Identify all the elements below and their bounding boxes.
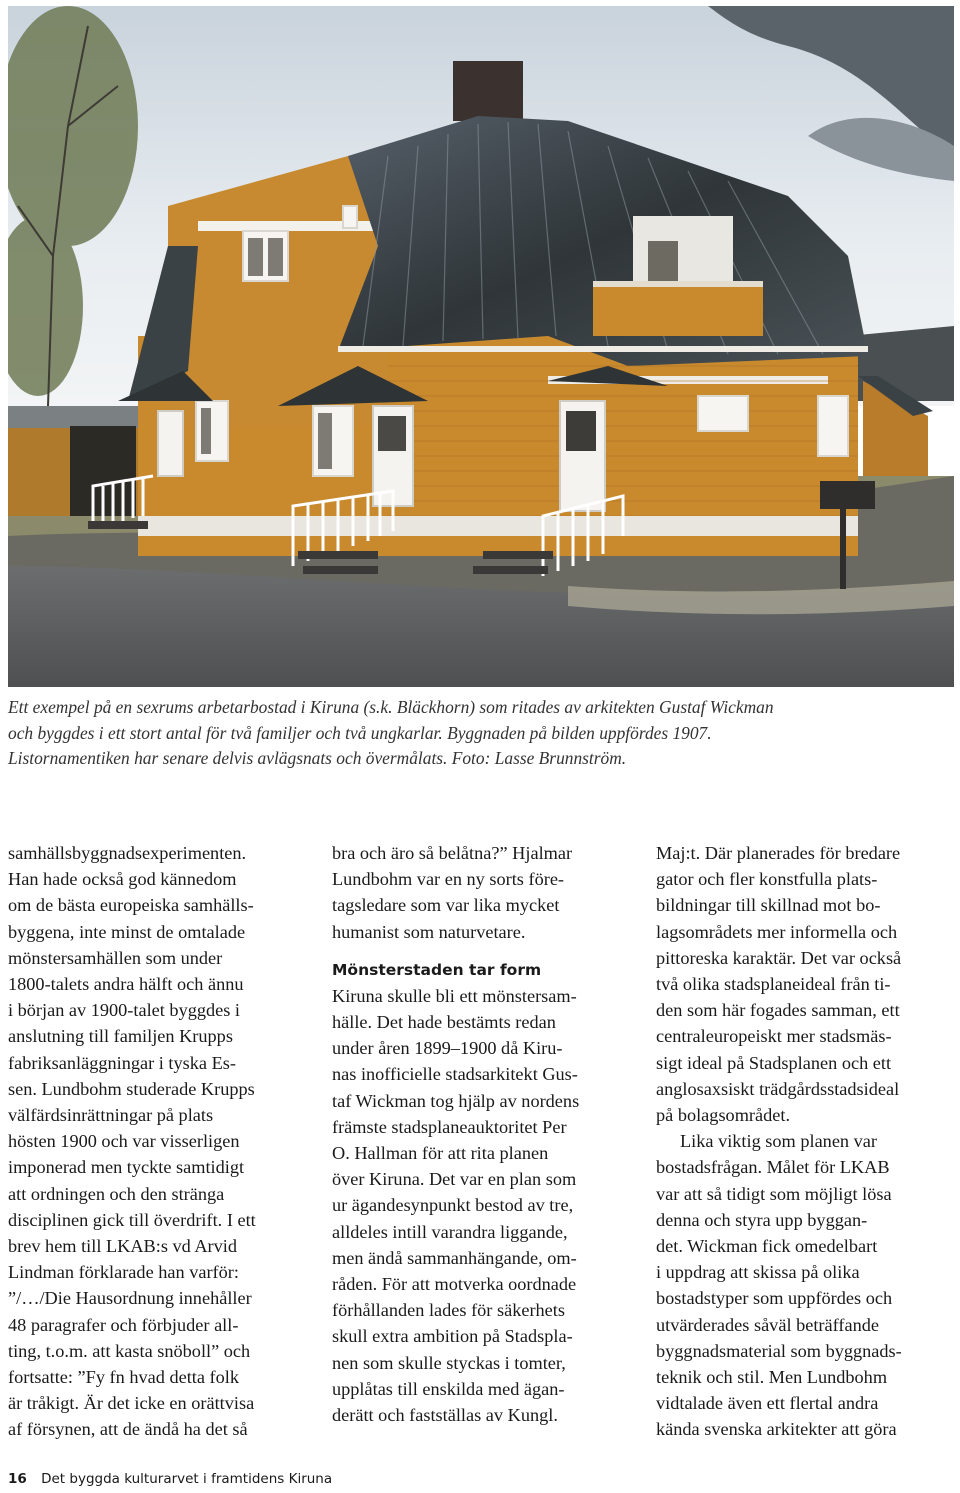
text-line: men ändå sammanhängande, om- xyxy=(332,1247,577,1268)
caption-line: Listornamentiken har senare delvis avlägsnats och övermålats. Foto: Lasse Brunnström. xyxy=(8,748,627,768)
body-column-2 xyxy=(332,840,632,1428)
text-line: hälle. Det hade bestämts redan xyxy=(332,1012,556,1033)
text-line: O. Hallman för att rita planen xyxy=(332,1143,549,1164)
text-line: Lundbohm var en ny sorts före- xyxy=(332,869,565,890)
caption-line: och byggdes i ett stort antal för två familjer och två ungkarlar. Byggnaden på bilden uppfördes 1907. xyxy=(8,722,712,743)
text-line: i uppdrag att skissa på olika xyxy=(656,1262,860,1283)
text-line: derätt och fastställas av Kungl. xyxy=(332,1405,558,1426)
text-line: 1800-talets andra hälft och ännu xyxy=(8,974,244,995)
text-line: alldeles intill varandra liggande, xyxy=(332,1221,568,1242)
text-line: tagsledare som var lika mycket xyxy=(332,895,560,916)
text-line: fabriksanläggningar i tyska Es- xyxy=(8,1052,236,1073)
text-line: anslutning till familjen Krupps xyxy=(8,1026,233,1047)
page-footer xyxy=(8,1471,332,1487)
page-number: 16 xyxy=(8,1471,27,1487)
text-line: sen. Lundbohm studerade Krupps xyxy=(8,1078,255,1099)
text-line: två olika stadsplaneideal från ti- xyxy=(656,974,891,995)
text-line: skull extra ambition på Stadspla- xyxy=(332,1326,573,1347)
text-line: gator och fler konstfulla plats- xyxy=(656,869,878,890)
text-line: upplåtas till enskilda med ägan- xyxy=(332,1378,565,1399)
text-line: råden. För att motverka oordnade xyxy=(332,1274,577,1295)
text-line: centraleuropeiskt mer stadsmäs- xyxy=(656,1026,892,1047)
text-line: Maj:t. Där planerades för bredare xyxy=(656,843,901,863)
text-line: taf Wickman tog hjälp av nordens xyxy=(332,1090,580,1111)
text-line: 48 paragrafer och förbjuder all- xyxy=(8,1314,239,1335)
text-line: om de bästa europeiska samhälls- xyxy=(8,895,254,916)
publication-title: Det byggda kulturarvet i framtidens Kiruna xyxy=(41,1471,333,1487)
text-line: af försynen, att de ändå ha det så xyxy=(8,1419,248,1440)
text-line: teknik och stil. Men Lundbohm xyxy=(656,1367,888,1388)
text-line: mönstersamhällen som under xyxy=(8,947,223,968)
photo-caption xyxy=(8,695,908,772)
text-line: främste stadsplaneauktoritet Per xyxy=(332,1116,567,1137)
text-line: Lindman förklarade han varför: xyxy=(8,1262,239,1283)
text-line: förhållanden lades för säkerhets xyxy=(332,1300,565,1321)
house-photo xyxy=(8,6,954,687)
text-line: kända svenska arkitekter att göra xyxy=(656,1419,897,1440)
text-line: bildningar till skillnad mot bo- xyxy=(656,895,881,916)
text-line: vidtalade även ett flertal andra xyxy=(656,1393,879,1414)
text-line: byggnadsmaterial som byggnads- xyxy=(656,1340,902,1361)
text-line: anglosaxsiskt trädgårdsstadsideal xyxy=(656,1078,900,1099)
text-line: imponerad men tyckte samtidigt xyxy=(8,1157,245,1178)
text-line: ”/…/Die Hausordnung innehåller xyxy=(8,1288,252,1309)
text-line: disciplinen gick till överdrift. I ett xyxy=(8,1209,256,1230)
section-heading: Mönsterstaden tar form xyxy=(332,960,542,979)
text-line: bostadstyper som uppfördes och xyxy=(656,1288,893,1309)
text-line: pittoreska karaktär. Det var också xyxy=(656,947,902,968)
text-line: över Kiruna. Det var en plan som xyxy=(332,1169,577,1190)
text-line: fortsatte: ”Fy fn hvad detta folk xyxy=(8,1367,239,1388)
text-line: Lika viktig som planen var xyxy=(680,1131,877,1152)
text-line: välfärdsinrättningar på plats xyxy=(8,1105,214,1126)
text-line: Han hade också god kännedom xyxy=(8,869,237,890)
text-line: brev hem till LKAB:s vd Arvid xyxy=(8,1236,238,1257)
caption-line: Ett exempel på en sexrums arbetarbostad i Kiruna (s.k. Bläckhorn) som ritades av arkitekten Gustaf Wickman xyxy=(8,697,774,717)
text-line: lagsområdets mer informella och xyxy=(656,921,898,942)
text-line: var att så tidigt som möjligt lösa xyxy=(656,1183,892,1204)
text-line: är tråkigt. Är det icke en orättvisa xyxy=(8,1393,255,1414)
text-line: humanist som naturvetare. xyxy=(332,921,526,942)
text-line: Kiruna skulle bli ett mönstersam- xyxy=(332,985,577,1006)
text-line: bra och äro så belåtna?” Hjalmar xyxy=(332,843,573,863)
text-line: under åren 1899–1900 då Kiru- xyxy=(332,1038,563,1059)
text-line: ur ägandesynpunkt bestod av tre, xyxy=(332,1195,574,1216)
text-line: denna och styra upp byggan- xyxy=(656,1209,868,1230)
body-column-3 xyxy=(656,840,956,1443)
text-line: den som här fogades samman, ett xyxy=(656,1000,900,1021)
text-line: byggena, inte minst de omtalade xyxy=(8,921,246,942)
text-line: ting, t.o.m. att kasta snöboll” och xyxy=(8,1340,251,1361)
text-line: nas inofficielle stadsarkitekt Gus- xyxy=(332,1064,578,1085)
text-line: i början av 1900-talet byggdes i xyxy=(8,1000,241,1021)
text-line: nen som skulle styckas i tomter, xyxy=(332,1352,566,1373)
text-line: det. Wickman fick omedelbart xyxy=(656,1236,878,1257)
body-column-1 xyxy=(8,840,308,1443)
text-line: utvärderades såväl beträffande xyxy=(656,1314,879,1335)
text-line: hösten 1900 och var visserligen xyxy=(8,1131,240,1152)
text-line: att ordningen och den stränga xyxy=(8,1183,225,1204)
text-line: på bolagsområdet. xyxy=(656,1105,791,1126)
text-line: samhällsbyggnadsexperimenten. xyxy=(8,843,247,863)
text-line: bostadsfrågan. Målet för LKAB xyxy=(656,1157,890,1178)
text-line: sigt ideal på Stadsplanen och ett xyxy=(656,1052,892,1073)
